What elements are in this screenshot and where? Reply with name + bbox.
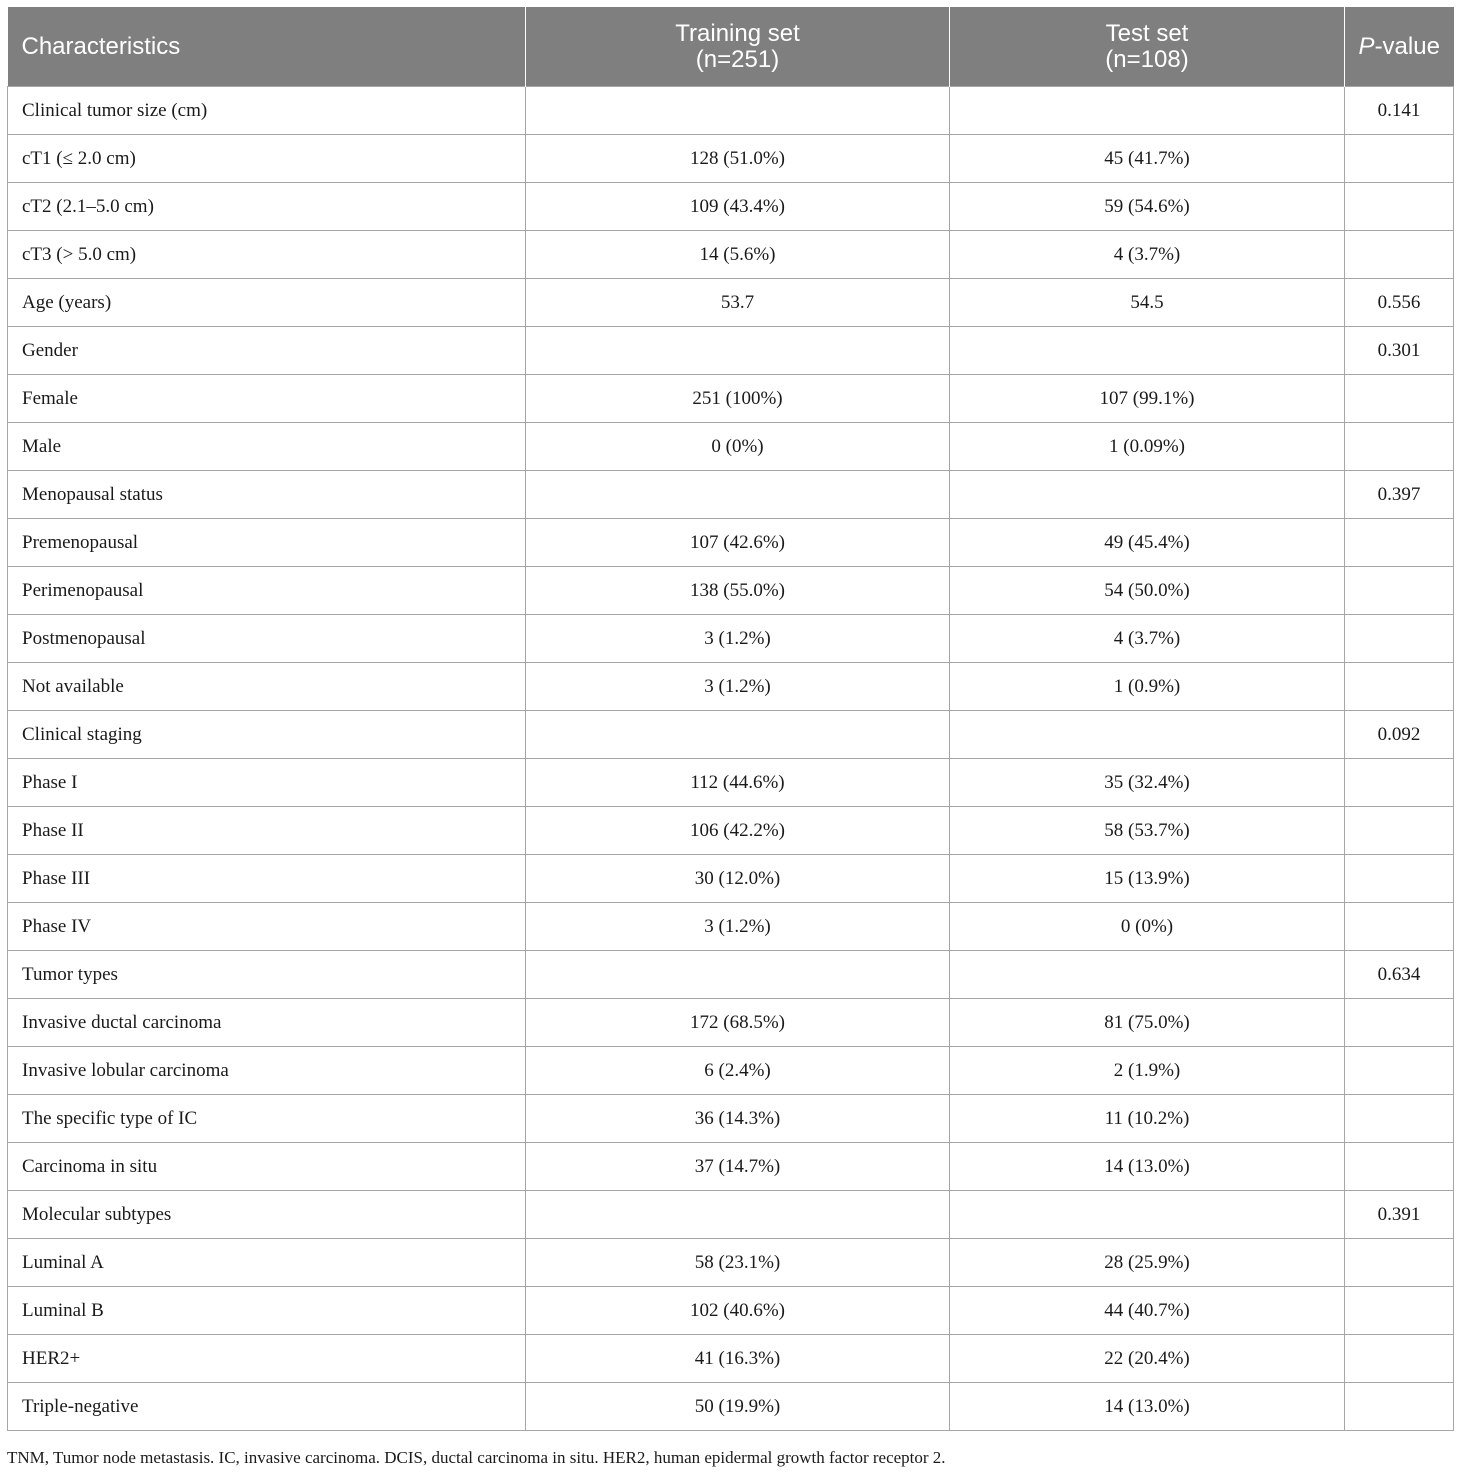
training-set-value: 6 (2.4%) (526, 1047, 950, 1095)
table-row (8, 759, 1454, 807)
training-set-value: 3 (1.2%) (526, 663, 950, 711)
training-set-value: 36 (14.3%) (526, 1095, 950, 1143)
training-set-value: 53.7 (526, 279, 950, 327)
p-value (1345, 423, 1454, 471)
row-label: Invasive lobular carcinoma (8, 1047, 526, 1095)
row-label: Phase II (8, 807, 526, 855)
row-label: cT2 (2.1–5.0 cm) (8, 183, 526, 231)
row-label: cT1 (≤ 2.0 cm) (8, 135, 526, 183)
test-set-value: 107 (99.1%) (950, 375, 1345, 423)
row-label: HER2+ (8, 1335, 526, 1383)
p-value: 0.092 (1345, 711, 1454, 759)
p-value (1345, 375, 1454, 423)
header-training-line1: Training set (675, 19, 800, 47)
characteristics-table (7, 7, 1454, 1431)
training-set-value: 41 (16.3%) (526, 1335, 950, 1383)
test-set-value: 59 (54.6%) (950, 183, 1345, 231)
row-label: Premenopausal (8, 519, 526, 567)
row-label: Male (8, 423, 526, 471)
test-set-value: 14 (13.0%) (950, 1383, 1345, 1431)
row-label: Phase IV (8, 903, 526, 951)
p-value (1345, 183, 1454, 231)
table-row (8, 87, 1454, 135)
test-set-value (950, 471, 1345, 519)
table-row (8, 519, 1454, 567)
p-value (1345, 759, 1454, 807)
row-label: Gender (8, 327, 526, 375)
p-value (1345, 663, 1454, 711)
row-label: Age (years) (8, 279, 526, 327)
p-value: 0.301 (1345, 327, 1454, 375)
p-value (1345, 903, 1454, 951)
row-label: Carcinoma in situ (8, 1143, 526, 1191)
test-set-value (950, 327, 1345, 375)
row-label: Clinical staging (8, 711, 526, 759)
header-training-set (526, 7, 950, 87)
row-label: Postmenopausal (8, 615, 526, 663)
training-set-value: 251 (100%) (526, 375, 950, 423)
training-set-value: 109 (43.4%) (526, 183, 950, 231)
training-set-value: 37 (14.7%) (526, 1143, 950, 1191)
p-value: 0.556 (1345, 279, 1454, 327)
table-row (8, 807, 1454, 855)
test-set-value: 54.5 (950, 279, 1345, 327)
header-row (8, 7, 1454, 87)
header-training-line2: (n=251) (695, 45, 780, 73)
test-set-value: 2 (1.9%) (950, 1047, 1345, 1095)
training-set-value: 172 (68.5%) (526, 999, 950, 1047)
training-set-value: 14 (5.6%) (526, 231, 950, 279)
table-row (8, 375, 1454, 423)
training-set-value: 50 (19.9%) (526, 1383, 950, 1431)
p-value (1345, 615, 1454, 663)
table-row (8, 135, 1454, 183)
test-set-value: 22 (20.4%) (950, 1335, 1345, 1383)
p-value (1345, 519, 1454, 567)
test-set-value: 49 (45.4%) (950, 519, 1345, 567)
p-value (1345, 807, 1454, 855)
p-value: 0.141 (1345, 87, 1454, 135)
row-label: Tumor types (8, 951, 526, 999)
p-value (1345, 1383, 1454, 1431)
training-set-value: 0 (0%) (526, 423, 950, 471)
training-set-value (526, 1191, 950, 1239)
header-test-line2: (n=108) (1105, 45, 1189, 73)
row-label: Triple-negative (8, 1383, 526, 1431)
table-body (8, 87, 1454, 1431)
training-set-value: 3 (1.2%) (526, 903, 950, 951)
row-label: Not available (8, 663, 526, 711)
training-set-value: 30 (12.0%) (526, 855, 950, 903)
header-p-value (1345, 7, 1454, 87)
table-row (8, 1383, 1454, 1431)
test-set-value: 44 (40.7%) (950, 1287, 1345, 1335)
table-row (8, 1095, 1454, 1143)
row-label: Phase I (8, 759, 526, 807)
test-set-value: 35 (32.4%) (950, 759, 1345, 807)
row-label: Luminal B (8, 1287, 526, 1335)
table-row (8, 183, 1454, 231)
p-value (1345, 231, 1454, 279)
test-set-value: 0 (0%) (950, 903, 1345, 951)
row-label: Clinical tumor size (cm) (8, 87, 526, 135)
row-label: Molecular subtypes (8, 1191, 526, 1239)
training-set-value: 58 (23.1%) (526, 1239, 950, 1287)
table-row (8, 567, 1454, 615)
table-row (8, 279, 1454, 327)
test-set-value: 28 (25.9%) (950, 1239, 1345, 1287)
table-row (8, 615, 1454, 663)
training-set-value: 128 (51.0%) (526, 135, 950, 183)
p-value (1345, 1239, 1454, 1287)
row-label: The specific type of IC (8, 1095, 526, 1143)
test-set-value (950, 711, 1345, 759)
row-label: Perimenopausal (8, 567, 526, 615)
table-row (8, 903, 1454, 951)
training-set-value (526, 471, 950, 519)
test-set-value: 54 (50.0%) (950, 567, 1345, 615)
training-set-value: 102 (40.6%) (526, 1287, 950, 1335)
table-row (8, 855, 1454, 903)
training-set-value: 3 (1.2%) (526, 615, 950, 663)
table-row (8, 711, 1454, 759)
table-header (8, 7, 1454, 87)
training-set-value (526, 951, 950, 999)
table-row (8, 951, 1454, 999)
test-set-value: 58 (53.7%) (950, 807, 1345, 855)
p-value (1345, 855, 1454, 903)
test-set-value: 14 (13.0%) (950, 1143, 1345, 1191)
table-row (8, 423, 1454, 471)
test-set-value: 4 (3.7%) (950, 231, 1345, 279)
row-label: Phase III (8, 855, 526, 903)
p-value (1345, 135, 1454, 183)
header-test-set (950, 7, 1345, 87)
training-set-value (526, 711, 950, 759)
row-label: Menopausal status (8, 471, 526, 519)
test-set-value (950, 951, 1345, 999)
table-row (8, 1335, 1454, 1383)
p-value (1345, 1095, 1454, 1143)
test-set-value: 11 (10.2%) (950, 1095, 1345, 1143)
p-value: 0.397 (1345, 471, 1454, 519)
table-row (8, 663, 1454, 711)
table-container (7, 7, 1453, 1431)
p-value: 0.634 (1345, 951, 1454, 999)
table-row (8, 1287, 1454, 1335)
table-row (8, 1047, 1454, 1095)
training-set-value (526, 327, 950, 375)
test-set-value: 81 (75.0%) (950, 999, 1345, 1047)
row-label: Female (8, 375, 526, 423)
test-set-value (950, 1191, 1345, 1239)
header-test-line1: Test set (1105, 19, 1189, 47)
row-label: Invasive ductal carcinoma (8, 999, 526, 1047)
row-label: Luminal A (8, 1239, 526, 1287)
table-row (8, 1239, 1454, 1287)
p-value: 0.391 (1345, 1191, 1454, 1239)
table-row (8, 1191, 1454, 1239)
training-set-value: 112 (44.6%) (526, 759, 950, 807)
table-row (8, 231, 1454, 279)
test-set-value: 1 (0.9%) (950, 663, 1345, 711)
p-value (1345, 999, 1454, 1047)
p-value (1345, 567, 1454, 615)
training-set-value: 107 (42.6%) (526, 519, 950, 567)
test-set-value (950, 87, 1345, 135)
training-set-value: 106 (42.2%) (526, 807, 950, 855)
test-set-value: 15 (13.9%) (950, 855, 1345, 903)
p-value (1345, 1047, 1454, 1095)
p-value (1345, 1335, 1454, 1383)
table-row (8, 327, 1454, 375)
table-footnote: TNM, Tumor node metastasis. IC, invasive carcinoma. DCIS, ductal carcinoma in situ. HER2, human epidermal growth factor receptor 2. (7, 1448, 946, 1467)
table-row (8, 999, 1454, 1047)
training-set-value (526, 87, 950, 135)
p-value (1345, 1143, 1454, 1191)
table-row (8, 471, 1454, 519)
table-row (8, 1143, 1454, 1191)
row-label: cT3 (> 5.0 cm) (8, 231, 526, 279)
header-p-italic: P (1358, 32, 1375, 60)
header-characteristics: Characteristics (8, 7, 526, 87)
training-set-value: 138 (55.0%) (526, 567, 950, 615)
test-set-value: 1 (0.09%) (950, 423, 1345, 471)
header-p-rest: -value (1374, 32, 1440, 60)
test-set-value: 45 (41.7%) (950, 135, 1345, 183)
test-set-value: 4 (3.7%) (950, 615, 1345, 663)
p-value (1345, 1287, 1454, 1335)
